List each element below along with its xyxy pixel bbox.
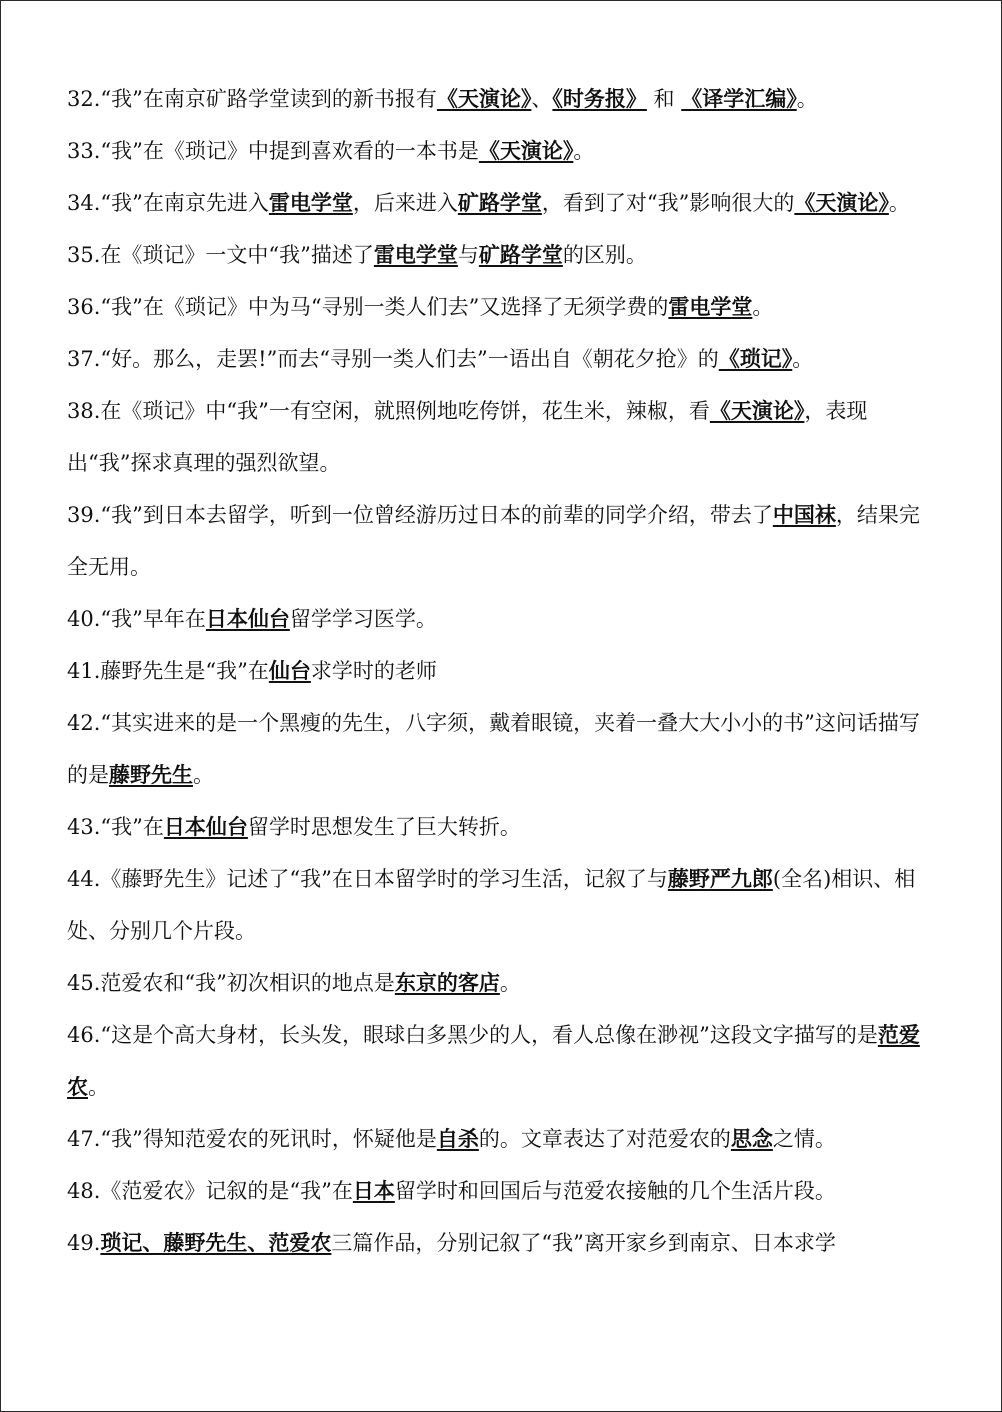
answer-text: 藤野严九郎 [667, 867, 773, 891]
question-item-37 [67, 333, 939, 385]
question-text: 48.《范爱农》记叙的是“我”在 [67, 1179, 353, 1203]
question-text: 之情。 [772, 1127, 836, 1151]
answer-text: 雷电学堂 [668, 295, 753, 319]
question-text: 47.“我”得知范爱农的死讯时，怀疑他是 [67, 1127, 437, 1151]
question-text: 43.“我”在 [67, 815, 164, 839]
question-item-43 [67, 801, 939, 853]
answer-text: 范爱农 [67, 1023, 920, 1099]
answer-text: 仙台 [268, 659, 311, 683]
question-text: 36.“我”在《琐记》中为马“寻别一类人们去”又选择了无须学费的 [67, 295, 669, 319]
question-list [67, 73, 939, 1269]
question-text: 38.在《琐记》中“我”一有空闲，就照例地吃侉饼，花生米，辣椒，看 [67, 399, 710, 423]
question-text: 40.“我”早年在 [67, 607, 206, 631]
question-item-39 [67, 489, 939, 593]
answer-text: 雷电学堂 [373, 243, 458, 267]
answer-text: 中国袜 [772, 503, 836, 527]
answer-text: 《时务报》 [552, 87, 647, 111]
question-text: 44.《藤野先生》记述了“我”在日本留学时的学习生活，记叙了与 [67, 867, 668, 891]
question-item-48 [67, 1165, 939, 1217]
question-text: 留学时思想发生了巨大转折。 [247, 815, 521, 839]
question-text: 41.藤野先生是“我”在 [67, 659, 269, 683]
question-text: 与 [457, 243, 479, 267]
answer-text: 《天演论》 [436, 87, 532, 111]
question-item-34 [67, 177, 939, 229]
question-item-33 [67, 125, 939, 177]
question-text: ，后来进入 [352, 191, 458, 215]
answer-text: 藤野先生 [109, 763, 193, 787]
question-text: 留学学习医学。 [289, 607, 437, 631]
question-text: 三篇作品，分别记叙了“我”离开家乡到南京、日本求学 [331, 1231, 836, 1255]
question-item-42 [67, 697, 939, 801]
question-text: 35.在《琐记》一文中“我”描述了 [67, 243, 374, 267]
question-text: 33.“我”在《琐记》中提到喜欢看的一本书是 [67, 139, 479, 163]
answer-text: 雷电学堂 [268, 191, 353, 215]
question-text: 。 [888, 191, 910, 215]
question-item-47 [67, 1113, 939, 1165]
question-item-36 [67, 281, 939, 333]
question-text: 。 [792, 347, 814, 371]
question-text: 的。文章表达了对范爱农的 [478, 1127, 731, 1151]
question-text: 。 [193, 763, 214, 787]
question-text: 34.“我”在南京先进入 [67, 191, 269, 215]
question-text: 、 [531, 87, 553, 111]
question-item-41 [67, 645, 939, 697]
answer-text: 《琐记》 [718, 347, 793, 371]
answer-text: 《天演论》 [478, 139, 574, 163]
question-text: 42.“其实进来的是一个黑瘦的先生，八字须，戴着眼镜，夹着一叠大大小小的书”这问话描写的是 [67, 711, 920, 787]
answer-text: 矿路学堂 [478, 243, 563, 267]
question-text: 49. [67, 1231, 101, 1255]
answer-text: 思念 [730, 1127, 773, 1151]
answer-text: 琐记、藤野先生、范爱农 [100, 1231, 332, 1255]
question-text: 32.“我”在南京矿路学堂读到的新书报有 [67, 87, 437, 111]
question-item-49 [67, 1217, 939, 1269]
question-item-45 [67, 957, 939, 1009]
answer-text: 《天演论》 [794, 191, 889, 215]
question-text: ，看到了对“我”影响很大的 [541, 191, 795, 215]
question-text: 的区别。 [562, 243, 647, 267]
question-text: 46.“这是个高大身材，长头发，眼球白多黑少的人，看人总像在渺视”这段文字描写的是 [67, 1023, 878, 1047]
question-item-38 [67, 385, 939, 489]
question-text: ，表现出“我”探求真理的强烈欲望。 [67, 399, 868, 475]
answer-text: 矿路学堂 [457, 191, 542, 215]
answer-text: 《天演论》 [709, 399, 805, 423]
question-item-35 [67, 229, 939, 281]
question-text: 。 [573, 139, 595, 163]
question-item-32 [67, 73, 939, 125]
question-text: 45.范爱农和“我”初次相识的地点是 [67, 971, 395, 995]
question-item-40 [67, 593, 939, 645]
answer-text: 《译学汇编》 [681, 87, 797, 111]
question-text: 39.“我”到日本去留学，听到一位曾经游历过日本的前辈的同学介绍，带去了 [67, 503, 773, 527]
answer-text: 东京的客店 [394, 971, 500, 995]
answer-text: 日本仙台 [205, 607, 290, 631]
question-text: (全名)相识、相处、分别几个片段。 [67, 867, 916, 943]
question-item-44 [67, 853, 939, 957]
answer-text: 日本 [352, 1179, 395, 1203]
question-text: 37.“好。那么，走罢!”而去“寻别一类人们去”一语出自《朝花夕抢》的 [67, 347, 719, 371]
question-text: 。 [88, 1075, 109, 1099]
question-text: 和 [646, 87, 682, 111]
question-text: 留学时和回国后与范爱农接触的几个生活片段。 [394, 1179, 836, 1203]
question-text: 。 [752, 295, 774, 319]
answer-text: 日本仙台 [163, 815, 248, 839]
question-text: ，结果完全无用。 [67, 503, 920, 579]
question-text: 。 [499, 971, 521, 995]
answer-text: 自杀 [436, 1127, 479, 1151]
question-item-46 [67, 1009, 939, 1113]
question-text: 。 [796, 87, 818, 111]
question-text: 求学时的老师 [310, 659, 437, 683]
